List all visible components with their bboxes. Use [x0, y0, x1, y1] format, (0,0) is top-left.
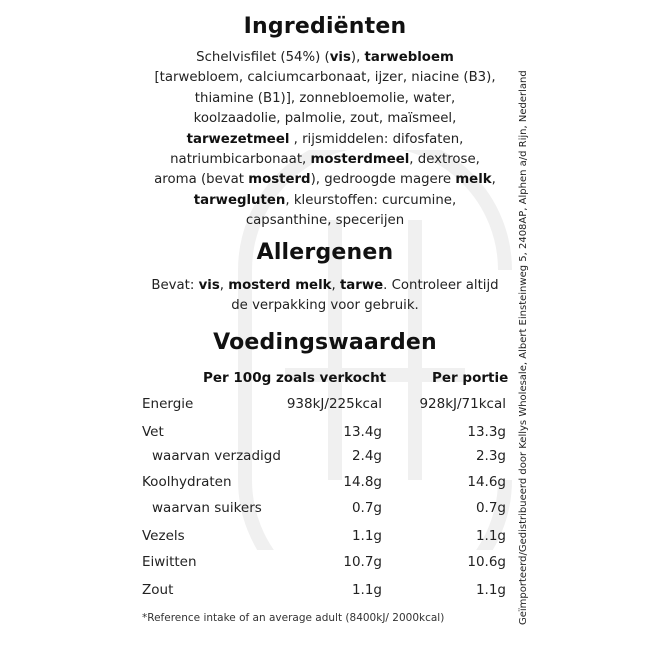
nutrient-label: Vet: [142, 424, 164, 440]
allergens-text: [150, 276, 500, 317]
allergen-highlight: tarwebloem: [364, 50, 454, 65]
nutrition-row: [0, 582, 650, 602]
allergen-highlight: mosterdmeel: [310, 152, 410, 168]
allergen-highlight: vis: [329, 50, 351, 65]
per-portion-header: Per portie: [432, 370, 509, 386]
allergens-title: Allergenen: [256, 240, 394, 265]
text-segment: ),: [350, 50, 365, 65]
text-segment: Schelvisfilet (54%) (: [196, 50, 330, 65]
text-segment: , rijsmiddelen: difosfaten, natriumbicarbonaat,: [170, 131, 464, 168]
per-portion-value: 1.1g: [475, 528, 506, 544]
ingredients-text: [150, 48, 500, 232]
per-100g-value: 2.4g: [351, 448, 382, 464]
allergen-highlight: vis: [198, 278, 220, 293]
nutrition-row: [0, 448, 650, 468]
text-segment: Bevat:: [151, 278, 199, 293]
text-segment: [tarwebloem, calciumcarbonaat, ijzer, niacine (B3), thiamine (B1)], zonnebloemolie, water, koolzaadolie, palmolie, zout, maïsmeel,: [154, 70, 496, 127]
per-portion-value: 10.6g: [467, 554, 506, 570]
text-segment: ), gedroogde magere: [310, 172, 456, 188]
per-100g-value: 1.1g: [351, 582, 382, 598]
per-100g-value: 14.8g: [343, 474, 382, 490]
per-portion-value: 13.3g: [467, 424, 506, 440]
nutrition-row: [0, 500, 650, 520]
per-portion-value: 14.6g: [467, 474, 506, 490]
nutrient-label: waarvan verzadigd: [152, 448, 281, 464]
nutrient-label: waarvan suikers: [152, 500, 262, 516]
nutrient-label: Zout: [142, 582, 174, 598]
per-portion-value: 928kJ/71kcal: [419, 396, 506, 412]
text-segment: . Controleer altijd de verpakking voor gebruik.: [231, 278, 499, 314]
allergen-highlight: mosterd: [248, 172, 311, 188]
per-100g-header: Per 100g zoals verkocht: [203, 370, 387, 386]
nutrient-label: Vezels: [142, 528, 185, 544]
per-portion-value: 1.1g: [475, 582, 506, 598]
nutrition-row: [0, 424, 650, 444]
allergen-highlight: tarwezetmeel: [186, 131, 290, 147]
reference-intake-footnote: *Reference intake of an average adult (8400kJ/ 2000kcal): [142, 612, 445, 624]
nutrition-row: [0, 474, 650, 494]
per-100g-value: 0.7g: [351, 500, 382, 516]
text-segment: ,: [331, 278, 340, 293]
nutrient-label: Koolhydraten: [142, 474, 232, 490]
per-portion-value: 0.7g: [475, 500, 506, 516]
nutrition-row: [0, 528, 650, 548]
per-100g-value: 1.1g: [351, 528, 382, 544]
allergen-highlight: mosterd melk: [228, 278, 332, 293]
text-segment: ,: [491, 172, 496, 188]
text-segment: , kleurstoffen: curcumine, capsanthine, specerijen: [245, 192, 457, 229]
nutrition-row: [0, 554, 650, 574]
allergen-highlight: tarwe: [339, 278, 384, 293]
text-segment: , dextrose, aroma (bevat: [154, 152, 480, 188]
nutrition-title: Voedingswaarden: [213, 330, 437, 355]
ingredients-title: Ingrediënten: [243, 14, 407, 39]
per-100g-value: 13.4g: [343, 424, 382, 440]
per-100g-value: 10.7g: [343, 554, 382, 570]
nutrient-label: Energie: [142, 396, 194, 412]
per-100g-value: 938kJ/225kcal: [286, 396, 382, 412]
importer-address: Geïmporteerd/Gedistribueerd door Kellys Wholesale, Albert Einsteinweg 5, 2408AP, Alphen a/d Rijn, Nederland: [518, 70, 529, 625]
allergen-highlight: tarwegluten: [193, 192, 286, 208]
text-segment: ,: [219, 278, 229, 293]
allergen-highlight: melk: [455, 172, 492, 188]
nutrient-label: Eiwitten: [142, 554, 197, 570]
per-portion-value: 2.3g: [475, 448, 506, 464]
nutrition-row: [0, 396, 650, 416]
